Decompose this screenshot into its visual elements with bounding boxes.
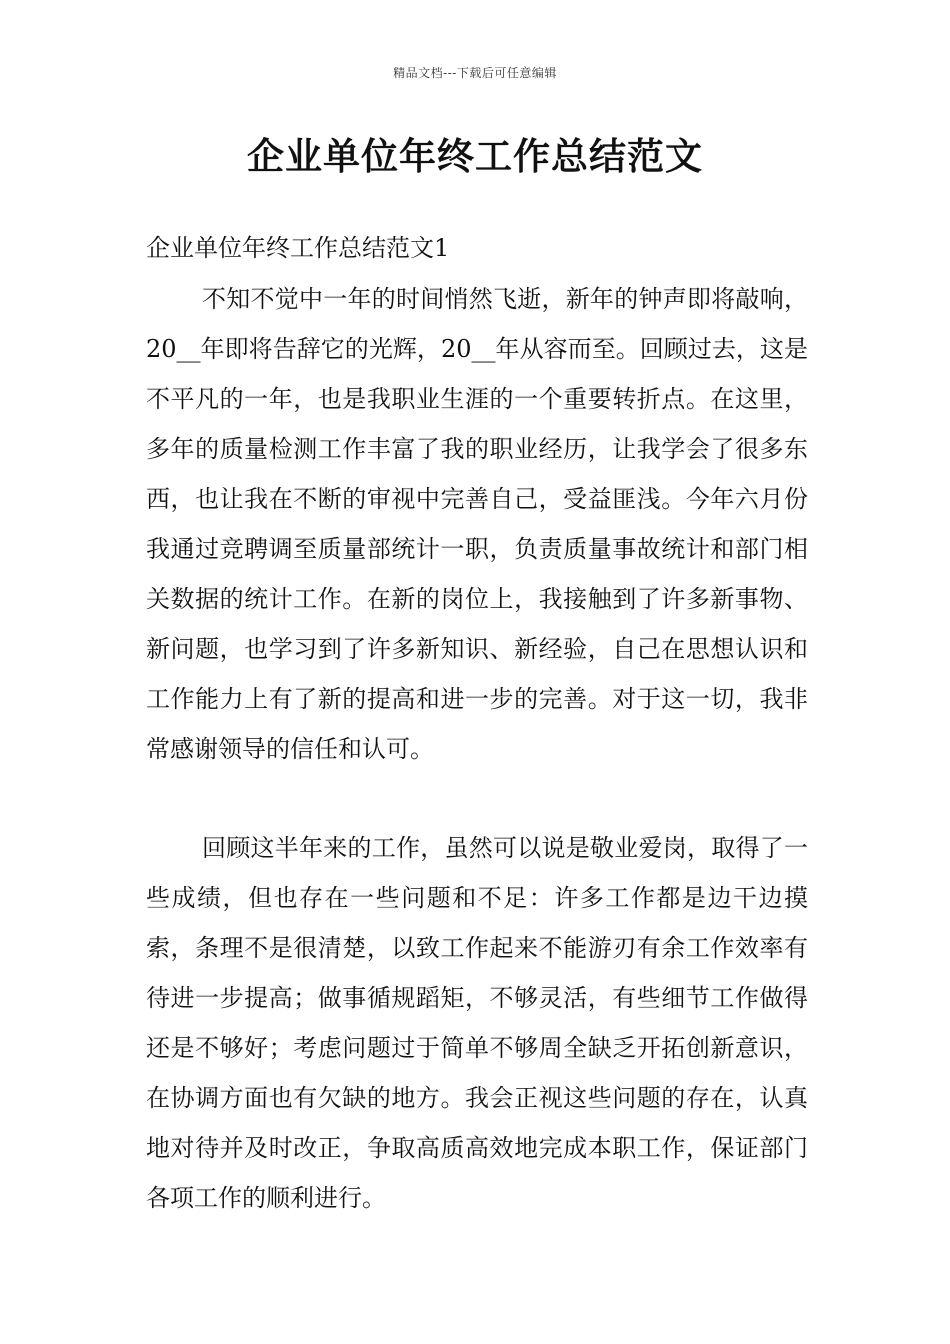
document-title: 企业单位年终工作总结范文 <box>247 135 703 178</box>
body-paragraph: 不知不觉中一年的时间悄然飞逝，新年的钟声即将敲响，20__年即将告辞它的光辉，20__年从容而至。回顾过去，这是不平凡的一年，也是我职业生涯的一个重要转折点。在这里，多年的质量检测工作丰富了我的职业经历，让我学会了很多东西，也让我在不断的审视中完善自己，受益匪浅。今年六月份我通过竞聘调至质量部统计一职，负责质量事故统计和部门相关数据的统计工作。在新的岗位上，我接触到了许多新事物、新问题，也学习到了许多新知识、新经验，自己在思想认识和工作能力上有了新的提高和进一步的完善。对于这一切，我非常感谢领导的信任和认可。 <box>146 285 808 763</box>
body-paragraph: 回顾这半年来的工作，虽然可以说是敬业爱岗，取得了一些成绩，但也存在一些问题和不足：许多工作都是边干边摸索，条理不是很清楚，以致工作起来不能游刃有余工作效率有待进一步提高；做事循规蹈矩，不够灵活，有些细节工作做得还是不够好；考虑问题过于简单不够周全缺乏开拓创新意识，在协调方面也有欠缺的地方。我会正视这些问题的存在，认真地对待并及时改正，争取高质高效地完成本职工作，保证部门各项工作的顺利进行。 <box>146 834 808 1212</box>
header-note: 精品文档---下载后可任意编辑 <box>393 66 557 80</box>
section-heading: 企业单位年终工作总结范文1 <box>146 234 450 262</box>
